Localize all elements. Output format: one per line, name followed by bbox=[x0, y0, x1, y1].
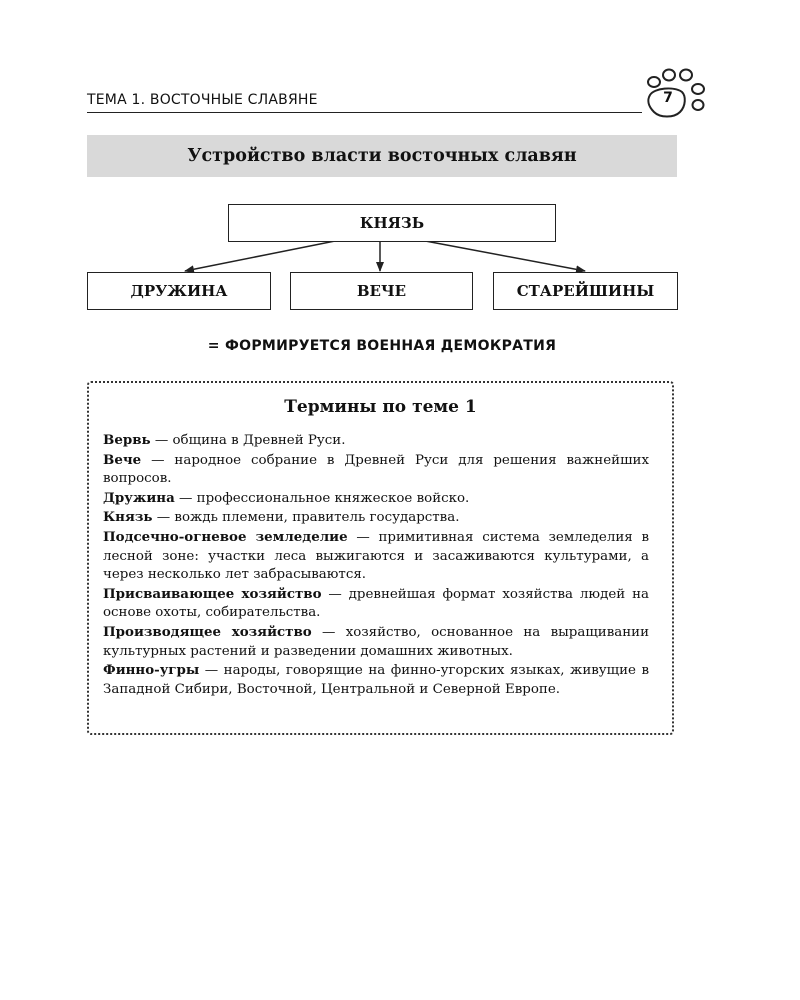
term-word: Вече bbox=[103, 451, 142, 468]
druzhina-label: ДРУЖИНА bbox=[130, 282, 228, 300]
term-definition: — профессиональное княжеское войско. bbox=[174, 490, 470, 506]
terms-box bbox=[87, 381, 674, 735]
term-definition: — община в Древней Руси. bbox=[150, 433, 346, 448]
term-word: Подсечно-огневое земледелие bbox=[103, 528, 348, 545]
term-entry bbox=[103, 431, 649, 451]
term-word: Дружина bbox=[103, 489, 175, 506]
section-title: ТЕМА 1. ВОСТОЧНЫЕ СЛАВЯНЕ bbox=[87, 92, 318, 108]
terms-heading: Термины по теме 1 bbox=[284, 397, 477, 417]
term-word: Вервь bbox=[103, 432, 151, 448]
term-entry bbox=[103, 451, 649, 489]
term-entry bbox=[103, 508, 649, 528]
conclusion-text: = ФОРМИРУЕТСЯ ВОЕННАЯ ДЕМОКРАТИЯ bbox=[207, 338, 557, 354]
term-definition: — народное собрание в Древней Руси для решения важнейших вопросов. bbox=[103, 452, 649, 487]
term-definition: — народы, говорящие на финно-угорских языках, живущие в Западной Сибири, Восточной, Центральной и Северной Европе. bbox=[103, 663, 649, 697]
term-definition: — примитивная система земледелия в лесной зоне: участки леса выжигаются и засаживаются культурами, а через несколько лет забрасываются. bbox=[103, 529, 650, 583]
term-definition: — древнейшая формат хозяйства людей на основе охоты, собирательства. bbox=[103, 586, 649, 621]
term-word: Князь bbox=[103, 509, 153, 526]
elders-box bbox=[493, 272, 678, 310]
banner-title: Устройство власти восточных славян bbox=[187, 146, 577, 166]
term-word: Финно-угры bbox=[103, 662, 200, 679]
term-definition: — вождь племени, правитель государства. bbox=[152, 510, 460, 526]
elders-label: СТАРЕЙШИНЫ bbox=[516, 282, 655, 300]
arrow-to-druzhina bbox=[185, 240, 340, 271]
term-entry bbox=[103, 585, 649, 623]
prince-label: КНЯЗЬ bbox=[359, 214, 425, 232]
term-word: Присваивающее хозяйство bbox=[103, 585, 322, 602]
veche-box bbox=[290, 272, 473, 310]
term-entry bbox=[103, 661, 649, 699]
term-entry bbox=[103, 489, 649, 509]
term-entry bbox=[103, 528, 649, 585]
prince-box bbox=[228, 204, 556, 242]
arrow-to-elders bbox=[420, 240, 585, 271]
title-banner bbox=[87, 135, 677, 177]
term-definition: — хозяйство, основанное на выращивании культурных растений и разведении домашних животных. bbox=[103, 624, 649, 659]
page-header bbox=[87, 86, 642, 113]
term-word: Производящее хозяйство bbox=[103, 623, 312, 640]
term-entry bbox=[103, 623, 649, 661]
veche-label: ВЕЧЕ bbox=[356, 282, 407, 300]
druzhina-box bbox=[87, 272, 271, 310]
terms-list bbox=[103, 431, 649, 699]
page-number: 7 bbox=[663, 90, 673, 106]
